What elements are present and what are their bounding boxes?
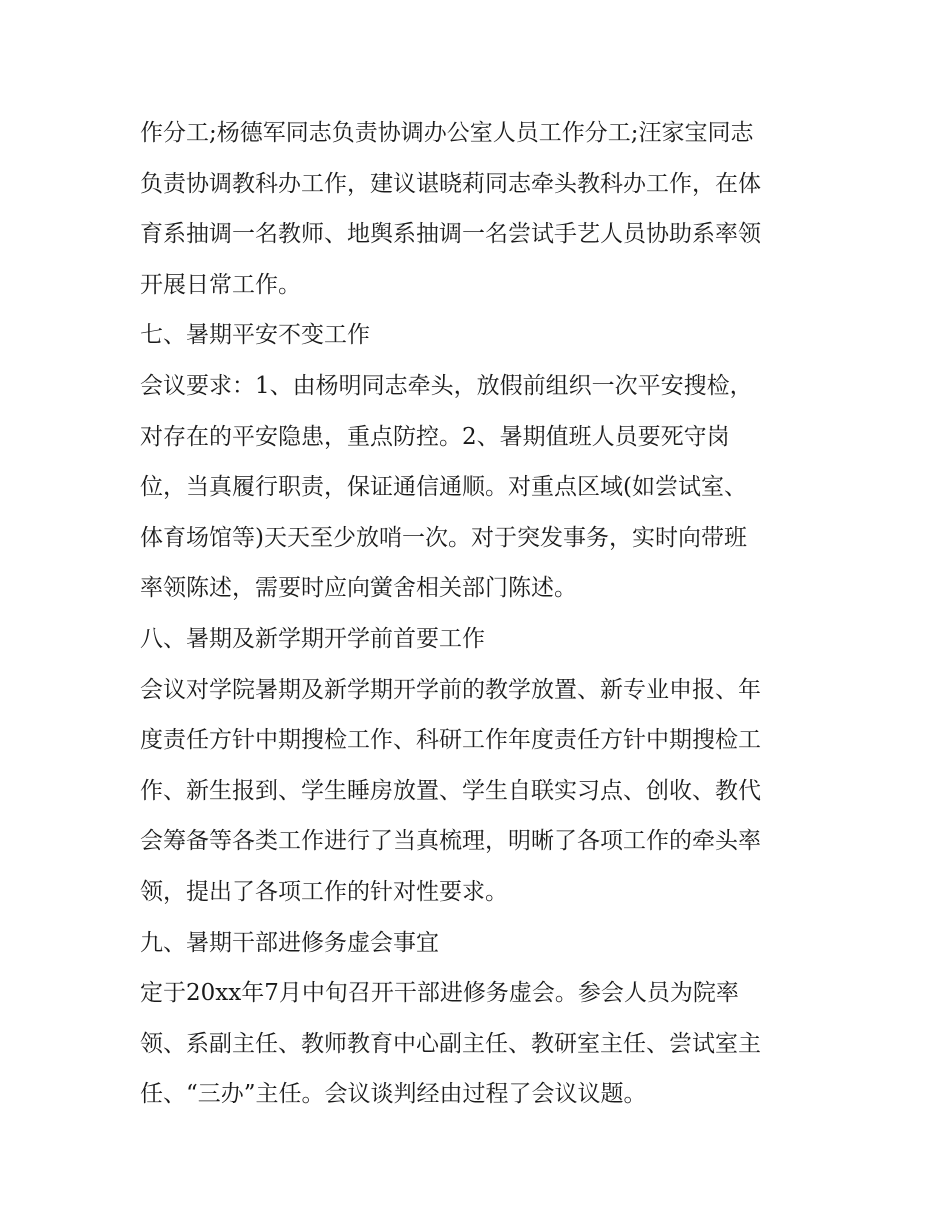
section-heading: 七、暑期平安不变工作	[140, 322, 370, 349]
text-line: 会筹备等各类工作进行了当真梳理，明晰了各项工作的牵头率	[140, 828, 761, 855]
text-line: 负责协调教科办工作，建议谌晓莉同志牵头教科办工作，在体	[140, 170, 761, 197]
text-line: 开展日常工作。	[140, 271, 301, 298]
text-line: 领，提出了各项工作的针对性要求。	[140, 878, 508, 905]
text-line: 育系抽调一名教师、地舆系抽调一名尝试手艺人员协助系率领	[140, 221, 761, 248]
text-line: 率领陈述，需要时应向黉舍相关部门陈述。	[140, 575, 577, 602]
text-line: 任、“三办”主任。会议谈判经由过程了会议议题。	[140, 1081, 647, 1108]
text-line: 体育场馆等)天天至少放哨一次。对于突发事务，实时向带班	[140, 524, 747, 551]
text-line: 会议对学院暑期及新学期开学前的教学放置、新专业申报、年	[140, 676, 761, 703]
text-line: 会议要求：1、由杨明同志牵头，放假前组织一次平安搜检，	[140, 372, 753, 399]
text-line: 度责任方针中期搜检工作、科研工作年度责任方针中期搜检工	[140, 727, 761, 754]
section-heading: 九、暑期干部进修务虚会事宜	[140, 929, 439, 956]
text-line: 定于20xx年7月中旬召开干部进修务虚会。参会人员为院率	[140, 980, 739, 1007]
text-line: 领、系副主任、教师教育中心副主任、教研室主任、尝试室主	[140, 1030, 761, 1057]
text-line: 位，当真履行职责，保证通信通顺。对重点区域(如尝试室、	[140, 474, 747, 501]
text-line: 作分工;杨德军同志负责协调办公室人员工作分工;汪家宝同志	[140, 120, 754, 146]
text-line: 对存在的平安隐患，重点防控。2、暑期值班人员要死守岗	[140, 423, 730, 450]
section-heading: 八、暑期及新学期开学前首要工作	[140, 625, 485, 652]
text-line: 作、新生报到、学生睡房放置、学生自联实习点、创收、教代	[140, 777, 761, 804]
document-body	[140, 108, 812, 1120]
